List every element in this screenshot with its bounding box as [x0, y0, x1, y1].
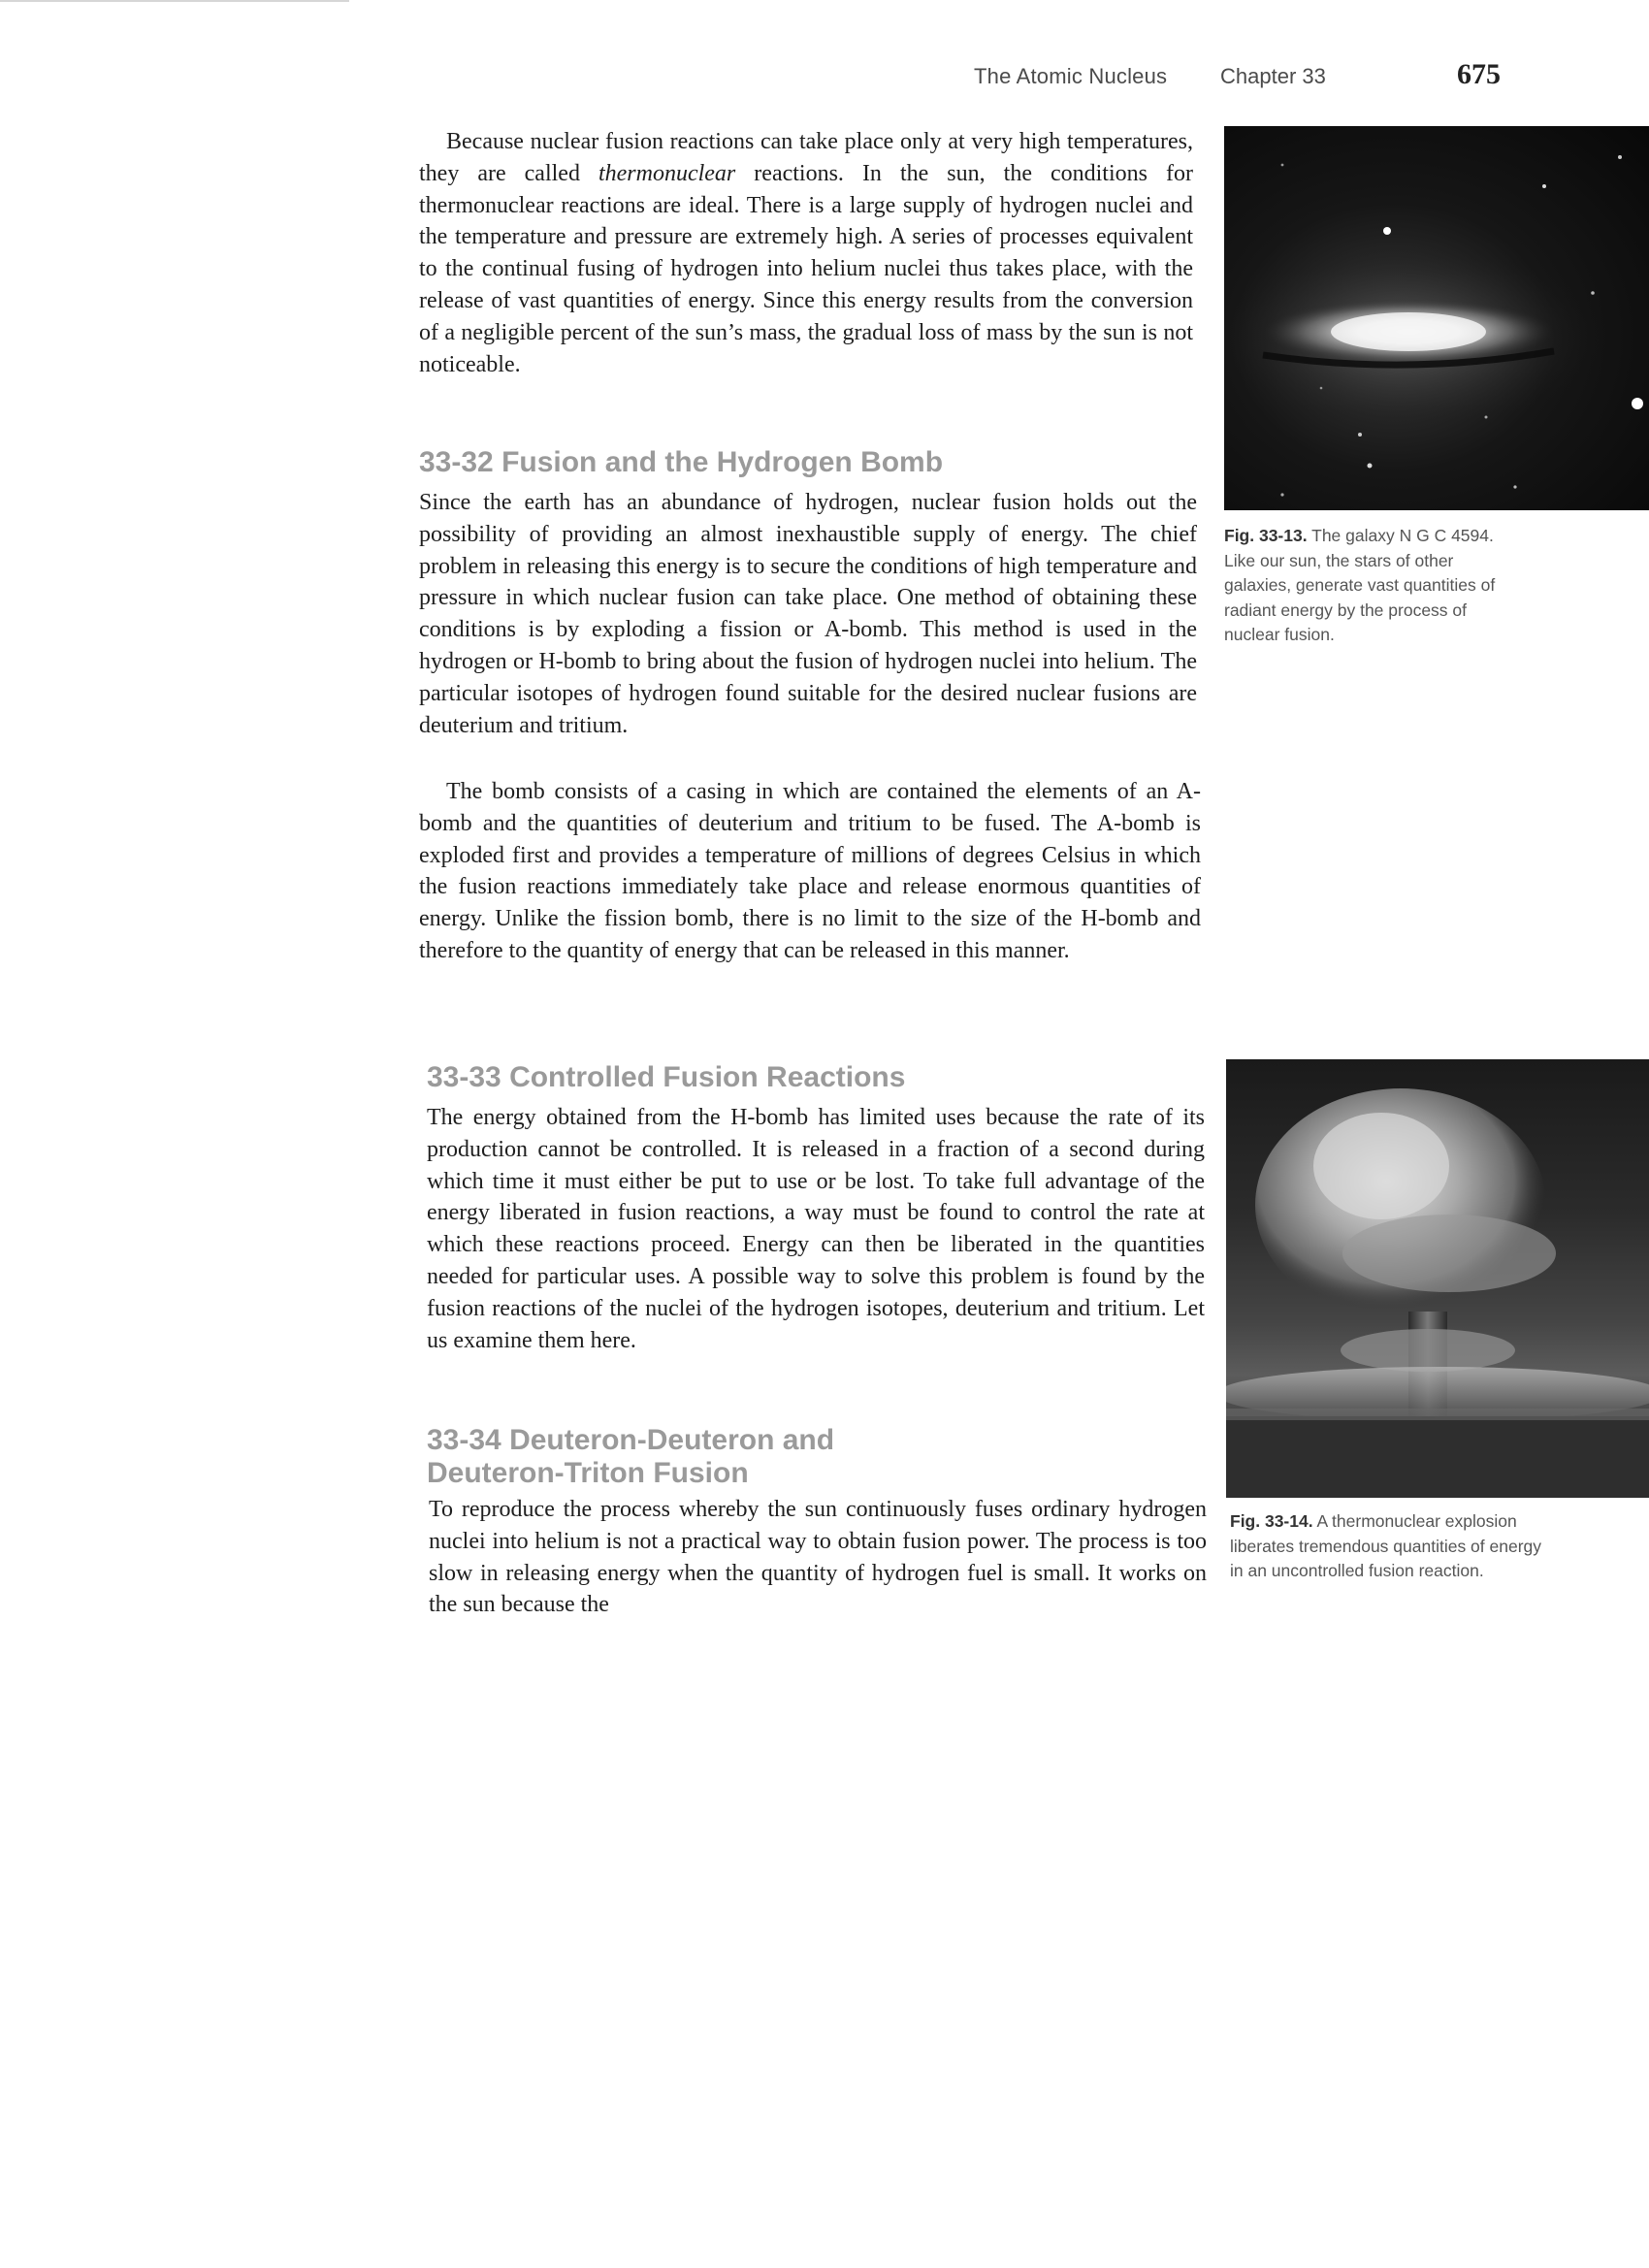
page-number: 675 [1457, 58, 1501, 90]
galaxy-illustration [1224, 126, 1649, 510]
scan-edge-line [0, 0, 349, 2]
section-heading-hydrogen-bomb: 33-32 Fusion and the Hydrogen Bomb [419, 446, 944, 478]
caption-text: A thermonuclear explosion liberates tremendous quantities of energy in an uncontrolled fusion reaction. [1230, 1511, 1542, 1580]
paragraph-deuteron-fusion: To reproduce the process whereby the sun continuously fuses ordinary hydrogen nuclei into helium is not a practical way to obtain fusion power. The process is too slow in releasing energy when the quantity of hydrogen fuel is small. It works on the sun because the [429, 1497, 1207, 1618]
emphasis-term: thermonuclear [598, 160, 736, 186]
paragraph-fusion-possibility: Since the earth has an abundance of hydrogen, nuclear fusion holds out the possibility of providing an almost inexhaustible supply of energy. The chief problem in releasing this energy is to secure the conditions of high temperature and pressure in which nuclear fusion can take place. One method of obtaining these conditions is by exploding a fission or A-bomb. This method is used in the hydrogen or H-bomb to bring about the fusion of hydrogen nuclei into helium. The particular isotopes of hydrogen found suitable for the desired nuclear fusions are deuterium and tritium. [419, 490, 1197, 738]
running-header [0, 60, 1649, 99]
caption-text: The galaxy N G C 4594. Like our sun, the stars of other galaxies, generate vast quantities of radiant energy by the process of nuclear fusion. [1224, 526, 1496, 644]
explosion-illustration [1226, 1059, 1649, 1498]
figure-caption-33-13 [1224, 524, 1515, 648]
section-heading-deuteron-fusion: 33-34 Deuteron-Deuteron and Deuteron-Triton Fusion [427, 1424, 835, 1489]
paragraph-text: Because nuclear fusion reactions can take place only at very high temperatures, they are called [419, 129, 1193, 186]
paragraph-controlled-fusion: The energy obtained from the H-bomb has limited uses because the rate of its production cannot be controlled. It is released in a fraction of a second during which time it must either be put to use or be lost. To take full advantage of the energy liberated in fusion reactions, a way must be found to control the rate at which these reactions proceed. Energy can then be liberated in the quantities needed for particular uses. A possible way to solve this problem is found by the fusion reactions of the nuclei of the hydrogen isotopes, deuterium and tritium. Let us examine them here. [427, 1105, 1205, 1353]
paragraph-text: reactions. In the sun, the conditions for thermonuclear reactions are ideal. There is a large supply of hydrogen nuclei and the temperature and pressure are extremely high. A series of processes equivalent to the continual fusing of hydrogen into helium nuclei thus takes place, with the release of vast quantities of energy. Since this energy results from the conversion of a negligible percent of the sun’s mass, the gradual loss of mass by the sun is not noticeable. [419, 160, 1193, 377]
figure-label: Fig. 33-14. [1230, 1511, 1313, 1531]
explosion-photo [1226, 1059, 1649, 1498]
figure-caption-33-14 [1230, 1509, 1550, 1584]
section-heading-controlled-fusion: 33-33 Controlled Fusion Reactions [427, 1061, 906, 1093]
running-title: The Atomic Nucleus [974, 64, 1168, 88]
figure-label: Fig. 33-13. [1224, 526, 1308, 545]
paragraph-thermonuclear [419, 126, 1193, 380]
chapter-label: Chapter 33 [1220, 64, 1326, 88]
galaxy-photo [1224, 126, 1649, 510]
paragraph-bomb-construction: The bomb consists of a casing in which are contained the elements of an A-bomb and the quantities of deuterium and tritium to be fused. The A-bomb is exploded first and provides a temperature of millions of degrees Celsius in which the fusion reactions immediately take place and release enormous quantities of energy. Unlike the fission bomb, there is no limit to the size of the H-bomb and therefore to the quantity of energy that can be released in this manner. [419, 779, 1201, 963]
